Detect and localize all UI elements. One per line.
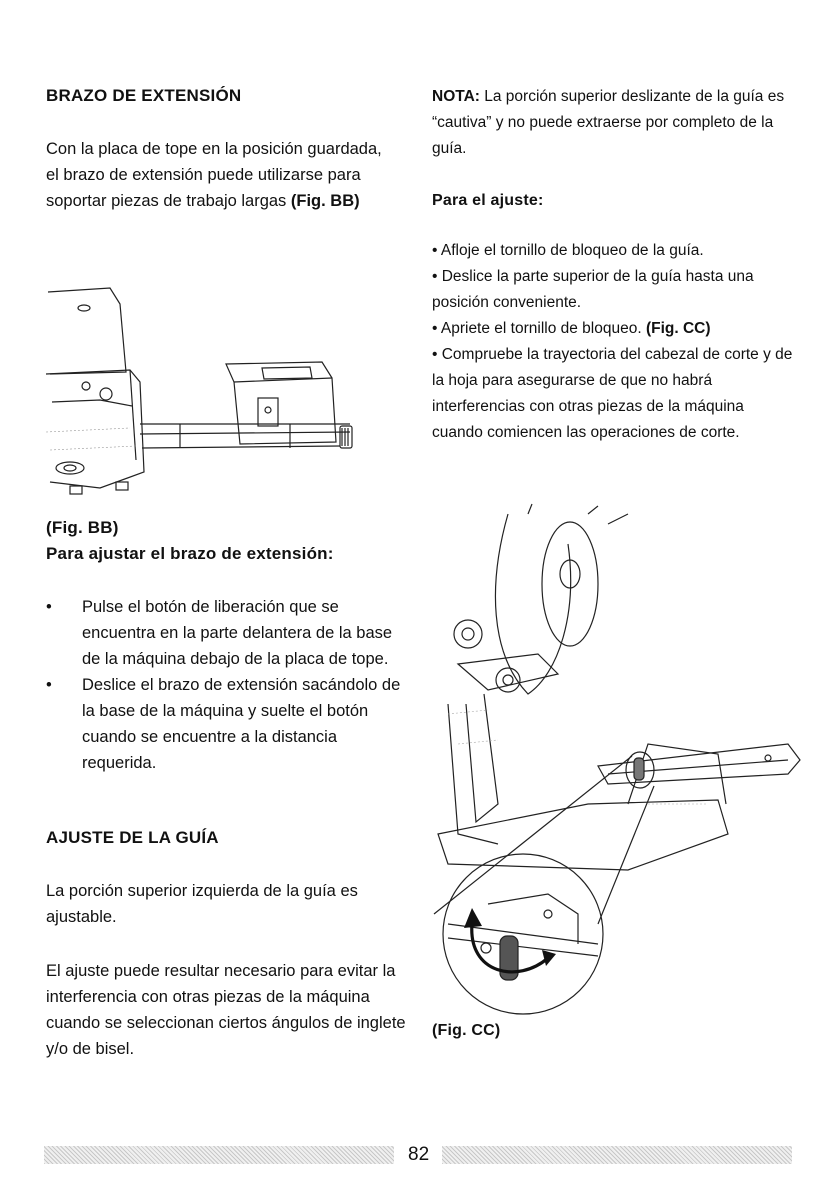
adjust-extension-subheading: Para ajustar el brazo de extensión: <box>46 544 334 563</box>
bullet: • <box>46 676 52 694</box>
list-item: • Afloje el tornillo de bloqueo de la guía. <box>432 242 704 259</box>
footer-bar-left <box>44 1146 394 1164</box>
fence-adjust-paragraph: La porción superior izquierda de la guía es ajustable. <box>46 882 358 926</box>
section-heading-extension-arm: BRAZO DE EXTENSIÓN <box>46 86 242 105</box>
fig-cc-caption: (Fig. CC) <box>432 1022 501 1039</box>
footer-bar-right <box>442 1146 792 1164</box>
list-item: • Deslice la parte superior de la guía hasta una posición conveniente. <box>432 268 754 311</box>
fig-cc-reference: (Fig. CC) <box>645 320 711 337</box>
note-label: NOTA: <box>432 88 480 105</box>
adjustment-steps-list <box>432 238 797 446</box>
fig-bb-caption: (Fig. BB) <box>46 518 119 537</box>
figure-cc-illustration <box>428 504 808 1014</box>
fig-bb-reference: (Fig. BB) <box>290 192 360 210</box>
extension-arm-paragraph: Con la placa de tope en la posición guardada, el brazo de extensión puede utilizarse para soportar piezas de trabajo largas (Fig. BB) <box>46 140 382 210</box>
section-heading-fence-adjust: AJUSTE DE LA GUÍA <box>46 828 219 847</box>
extension-steps-list <box>46 594 406 776</box>
list-item: • Deslice el brazo de extensión sacándolo de la base de la máquina y suelte el botón cuando se encuentre a la distancia requerida. <box>46 672 406 776</box>
adjustment-subheading: Para el ajuste: <box>432 192 544 209</box>
page-number: 82 <box>408 1144 430 1165</box>
bullet: • <box>46 598 52 616</box>
note-paragraph: NOTA: La porción superior deslizante de la guía es “cautiva” y no puede extraerse por completo de la guía. <box>432 88 785 157</box>
figure-bb-illustration <box>40 282 370 504</box>
fence-interference-paragraph: El ajuste puede resultar necesario para evitar la interferencia con otras piezas de la máquina cuando se seleccionan ciertos ángulos de inglete y/o de bisel. <box>46 962 406 1058</box>
list-item: • Pulse el botón de liberación que se encuentra en la parte delantera de la base de la máquina debajo de la placa de tope. <box>46 594 406 672</box>
list-item: • Apriete el tornillo de bloqueo. (Fig. CC) <box>432 320 711 337</box>
list-item: • Compruebe la trayectoria del cabezal de corte y de la hoja para asegurarse de que no habrá interferencias con otras piezas de la máquina cuando comiencen las operaciones de corte. <box>432 346 793 441</box>
